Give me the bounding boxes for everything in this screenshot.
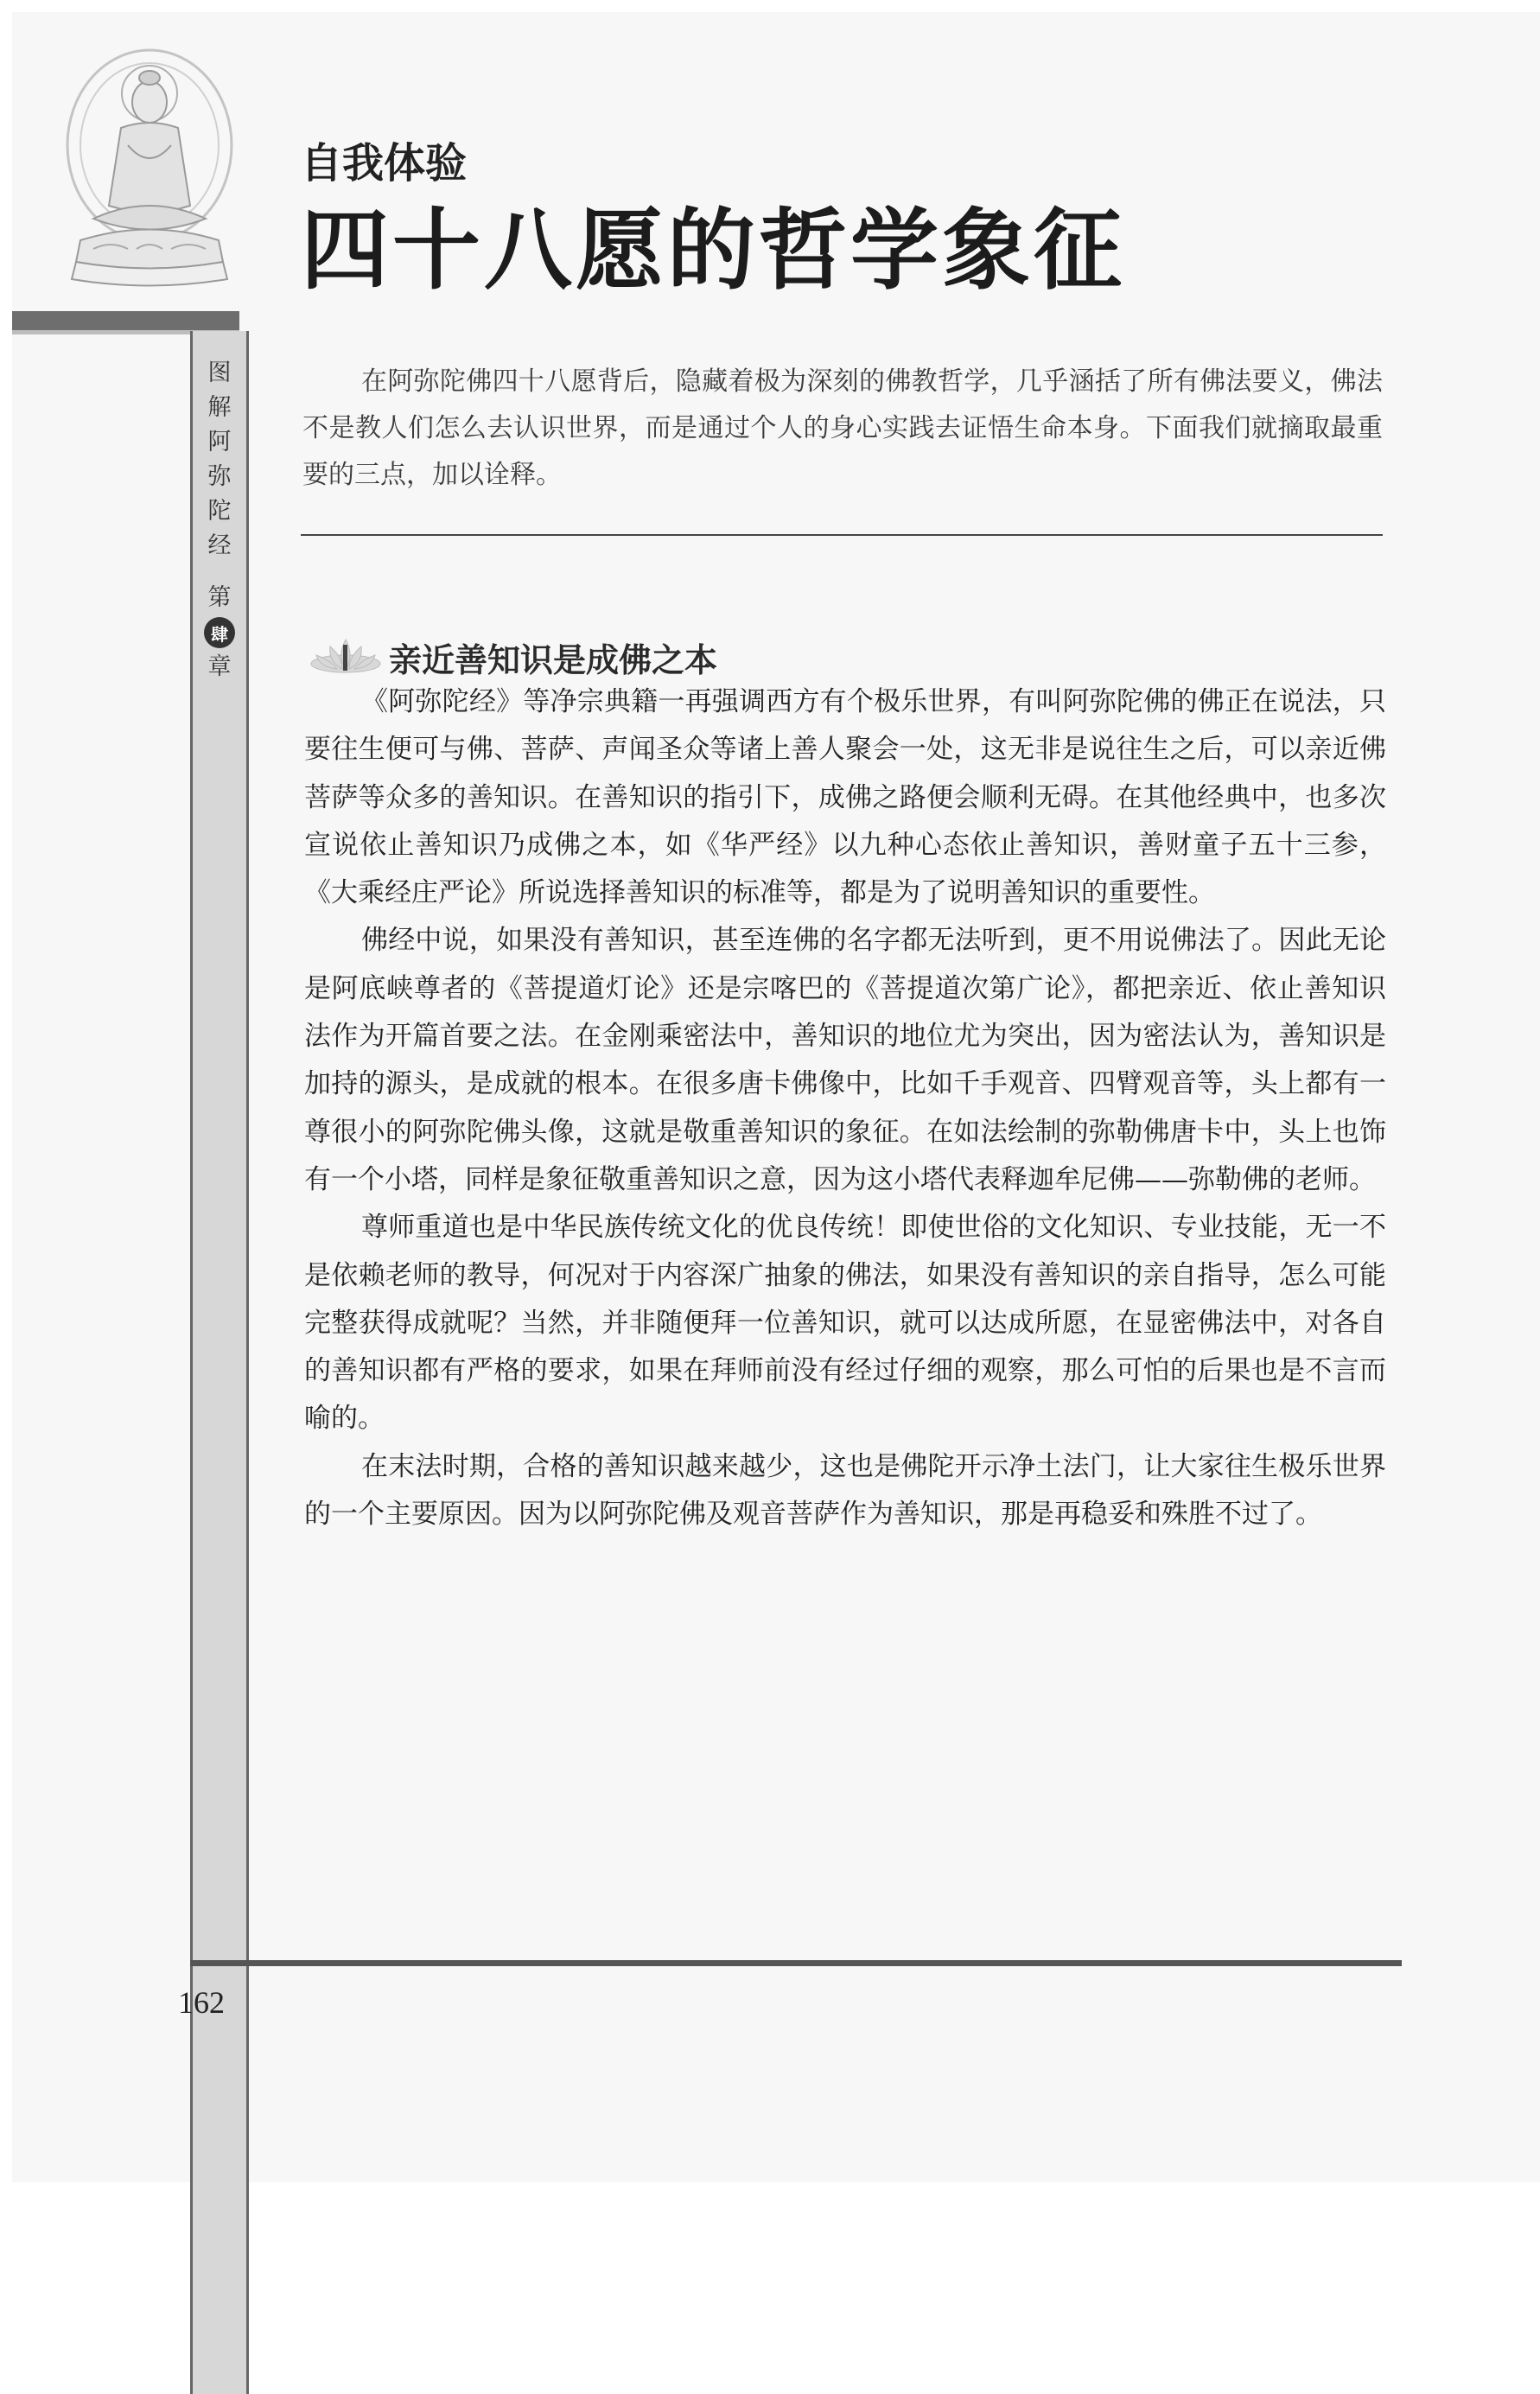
header-bar	[12, 311, 239, 330]
seated-buddha-icon	[41, 41, 258, 292]
sidebar-char: 阿	[207, 429, 232, 455]
body-paragraph: 在末法时期，合格的善知识越来越少，这也是佛陀开示净土法门，让大家往生极乐世界的一个主要原因。因为以阿弥陀佛及观音菩萨作为善知识，那是再稳妥和殊胜不过了。	[304, 1450, 1386, 1531]
sidebar-chapter-suffix: 章	[207, 653, 232, 680]
sidebar-chapter-prefix: 第	[207, 584, 232, 611]
sidebar-char: 弥	[207, 463, 232, 490]
footer-rule	[190, 1960, 1402, 1966]
sidebar-char: 解	[207, 394, 232, 421]
intro-paragraph: 在阿弥陀佛四十八愿背后，隐藏着极为深刻的佛教哲学，几乎涵括了所有佛法要义，佛法不是教人们怎么去认识世界，而是通过个人的身心实践去证悟生命本身。下面我们就摘取最重要的三点，加以诠释。	[302, 366, 1383, 490]
section-kicker: 自我体验	[301, 139, 468, 188]
page-title: 四十八愿的哲学象征	[301, 199, 1125, 302]
sidebar-char: 陀	[207, 498, 232, 525]
divider	[301, 534, 1383, 536]
section-heading	[304, 631, 717, 683]
chapter-number-badge: 肆	[204, 617, 235, 648]
sidebar-char: 经	[207, 532, 232, 559]
section-body	[304, 678, 1386, 1538]
sidebar-char: 图	[207, 360, 232, 386]
page-number: 162	[178, 1985, 225, 2020]
body-paragraph: 尊师重道也是中华民族传统文化的优良传统！即使世俗的文化知识、专业技能，无一不是依赖老师的教导，何况对于内容深广抽象的佛法，如果没有善知识的亲自指导，怎么可能完整获得成就呢？当然，并非随便拜一位善知识，就可以达成所愿，在显密佛法中，对各自的善知识都有严格的要求，如果在拜师前没有经过仔细的观察，那么可怕的后果也是不言而喻的。	[304, 1212, 1386, 1435]
section-heading-text: 亲近善知识是成佛之本	[389, 640, 718, 679]
body-paragraph: 《阿弥陀经》等净宗典籍一再强调西方有个极乐世界，有叫阿弥陀佛的佛正在说法，只要往生便可与佛、菩萨、声闻圣众等诸上善人聚会一处，这无非是说往生之后，可以亲近佛菩萨等众多的善知识。在善知识的指引下，成佛之路便会顺利无碍。在其他经典中，也多次宣说依止善知识乃成佛之本，如《华严经》以九种心态依止善知识，善财童子五十三参，《大乘经庄严论》所说选择善知识的标准等，都是为了说明善知识的重要性。	[304, 686, 1386, 909]
lotus-flower-icon	[304, 631, 387, 683]
sidebar-book-title	[190, 356, 249, 684]
body-paragraph: 佛经中说，如果没有善知识，甚至连佛的名字都无法听到，更不用说佛法了。因此无论是阿底峡尊者的《菩提道灯论》还是宗喀巴的《菩提道次第广论》，都把亲近、依止善知识法作为开篇首要之法。在金刚乘密法中，善知识的地位尤为突出，因为密法认为，善知识是加持的源头，是成就的根本。在很多唐卡佛像中，比如千手观音、四臂观音等，头上都有一尊很小的阿弥陀佛头像，这就是敬重善知识的象征。在如法绘制的弥勒佛唐卡中，头上也饰有一个小塔，同样是象征敬重善知识之意，因为这小塔代表释迦牟尼佛——弥勒佛的老师。	[304, 925, 1386, 1195]
